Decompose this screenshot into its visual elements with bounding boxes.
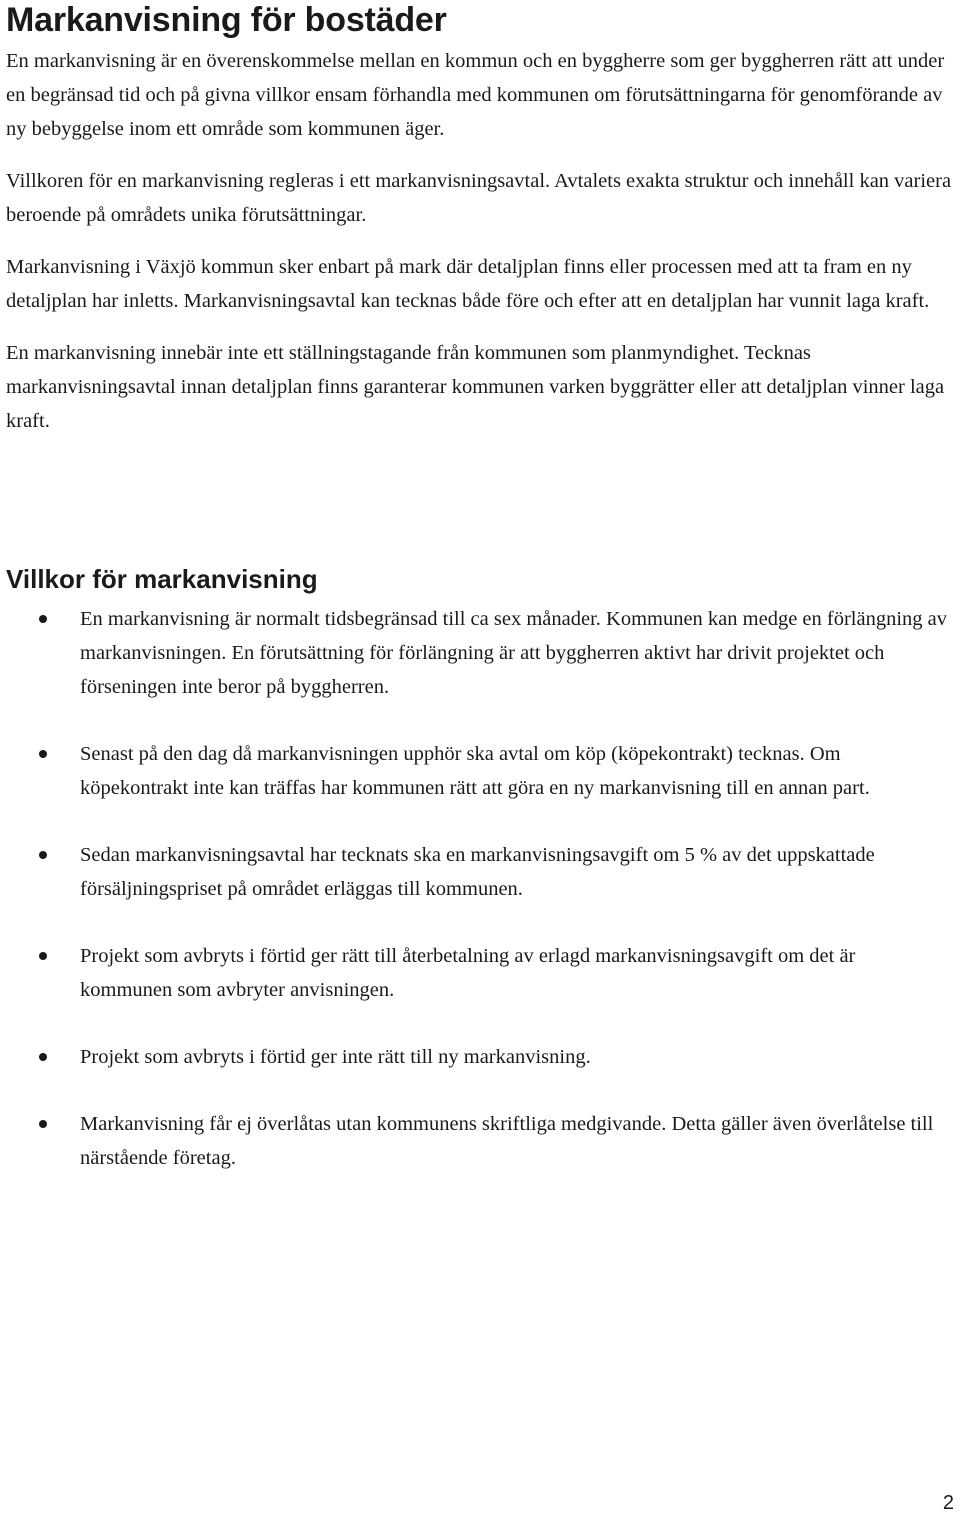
list-item xyxy=(0,737,950,805)
list-item-text: Sedan markanvisningsavtal har tecknats ska en markanvisningsavgift om 5 % av det uppskattade försäljningspriset på området erläggas till kommunen. xyxy=(80,844,875,900)
list-item xyxy=(0,838,950,906)
list-item-text: Markanvisning får ej överlåtas utan kommunens skriftliga medgivande. Detta gäller även överlåtelse till närstående företag. xyxy=(80,1113,934,1169)
list-item xyxy=(0,939,950,1007)
intro-paragraph-2: Villkoren för en markanvisning regleras i ett markanvisningsavtal. Avtalets exakta struktur och innehåll kan variera beroende på områdets unika förutsättningar. xyxy=(6,170,952,226)
page-number: 2 xyxy=(942,1492,954,1514)
bullet-icon xyxy=(39,952,47,960)
bullet-icon xyxy=(39,615,47,623)
list-item xyxy=(0,602,950,704)
intro-paragraph-1: En markanvisning är en överenskommelse mellan en kommun och en byggherre som ger byggherren rätt att under en begränsad tid och på givna villkor ensam förhandla med kommunen om förutsättningarna för genomförande av ny bebyggelse inom ett område som kommunen äger. xyxy=(6,50,945,140)
section-heading: Villkor för markanvisning xyxy=(6,564,318,594)
list-item-text: Projekt som avbryts i förtid ger inte rätt till ny markanvisning. xyxy=(80,1046,591,1068)
bullet-icon xyxy=(39,1120,47,1128)
list-item-text: Projekt som avbryts i förtid ger rätt till återbetalning av erlagd markanvisningsavgift om det är kommunen som avbryter anvisningen. xyxy=(80,945,856,1001)
intro-paragraph-3: Markanvisning i Växjö kommun sker enbart på mark där detaljplan finns eller processen med att ta fram en ny detaljplan har inletts. Markanvisningsavtal kan tecknas både före och efter att en detaljplan har vunnit laga kraft. xyxy=(6,256,930,312)
page-title: Markanvisning för bostäder xyxy=(6,1,447,39)
conditions-list xyxy=(0,602,950,1208)
intro-section xyxy=(6,44,956,456)
intro-paragraph-4: En markanvisning innebär inte ett ställningstagande från kommunen som planmyndighet. Tecknas markanvisningsavtal innan detaljplan finns garanterar kommunen varken byggrätter eller att detaljplan vinner laga kraft. xyxy=(6,342,945,432)
list-item xyxy=(0,1040,950,1074)
list-item-text: En markanvisning är normalt tidsbegränsad till ca sex månader. Kommunen kan medge en förlängning av markanvisningen. En förutsättning för förlängning är att byggherren aktivt har drivit projektet och förseningen inte beror på byggherren. xyxy=(80,608,948,698)
bullet-icon xyxy=(39,851,47,859)
bullet-icon xyxy=(39,1053,47,1061)
bullet-icon xyxy=(39,750,47,758)
list-item-text: Senast på den dag då markanvisningen upphör ska avtal om köp (köpekontrakt) tecknas. Om köpekontrakt inte kan träffas har kommunen rätt att göra en ny markanvisning till en annan part. xyxy=(80,743,870,799)
list-item xyxy=(0,1107,950,1175)
